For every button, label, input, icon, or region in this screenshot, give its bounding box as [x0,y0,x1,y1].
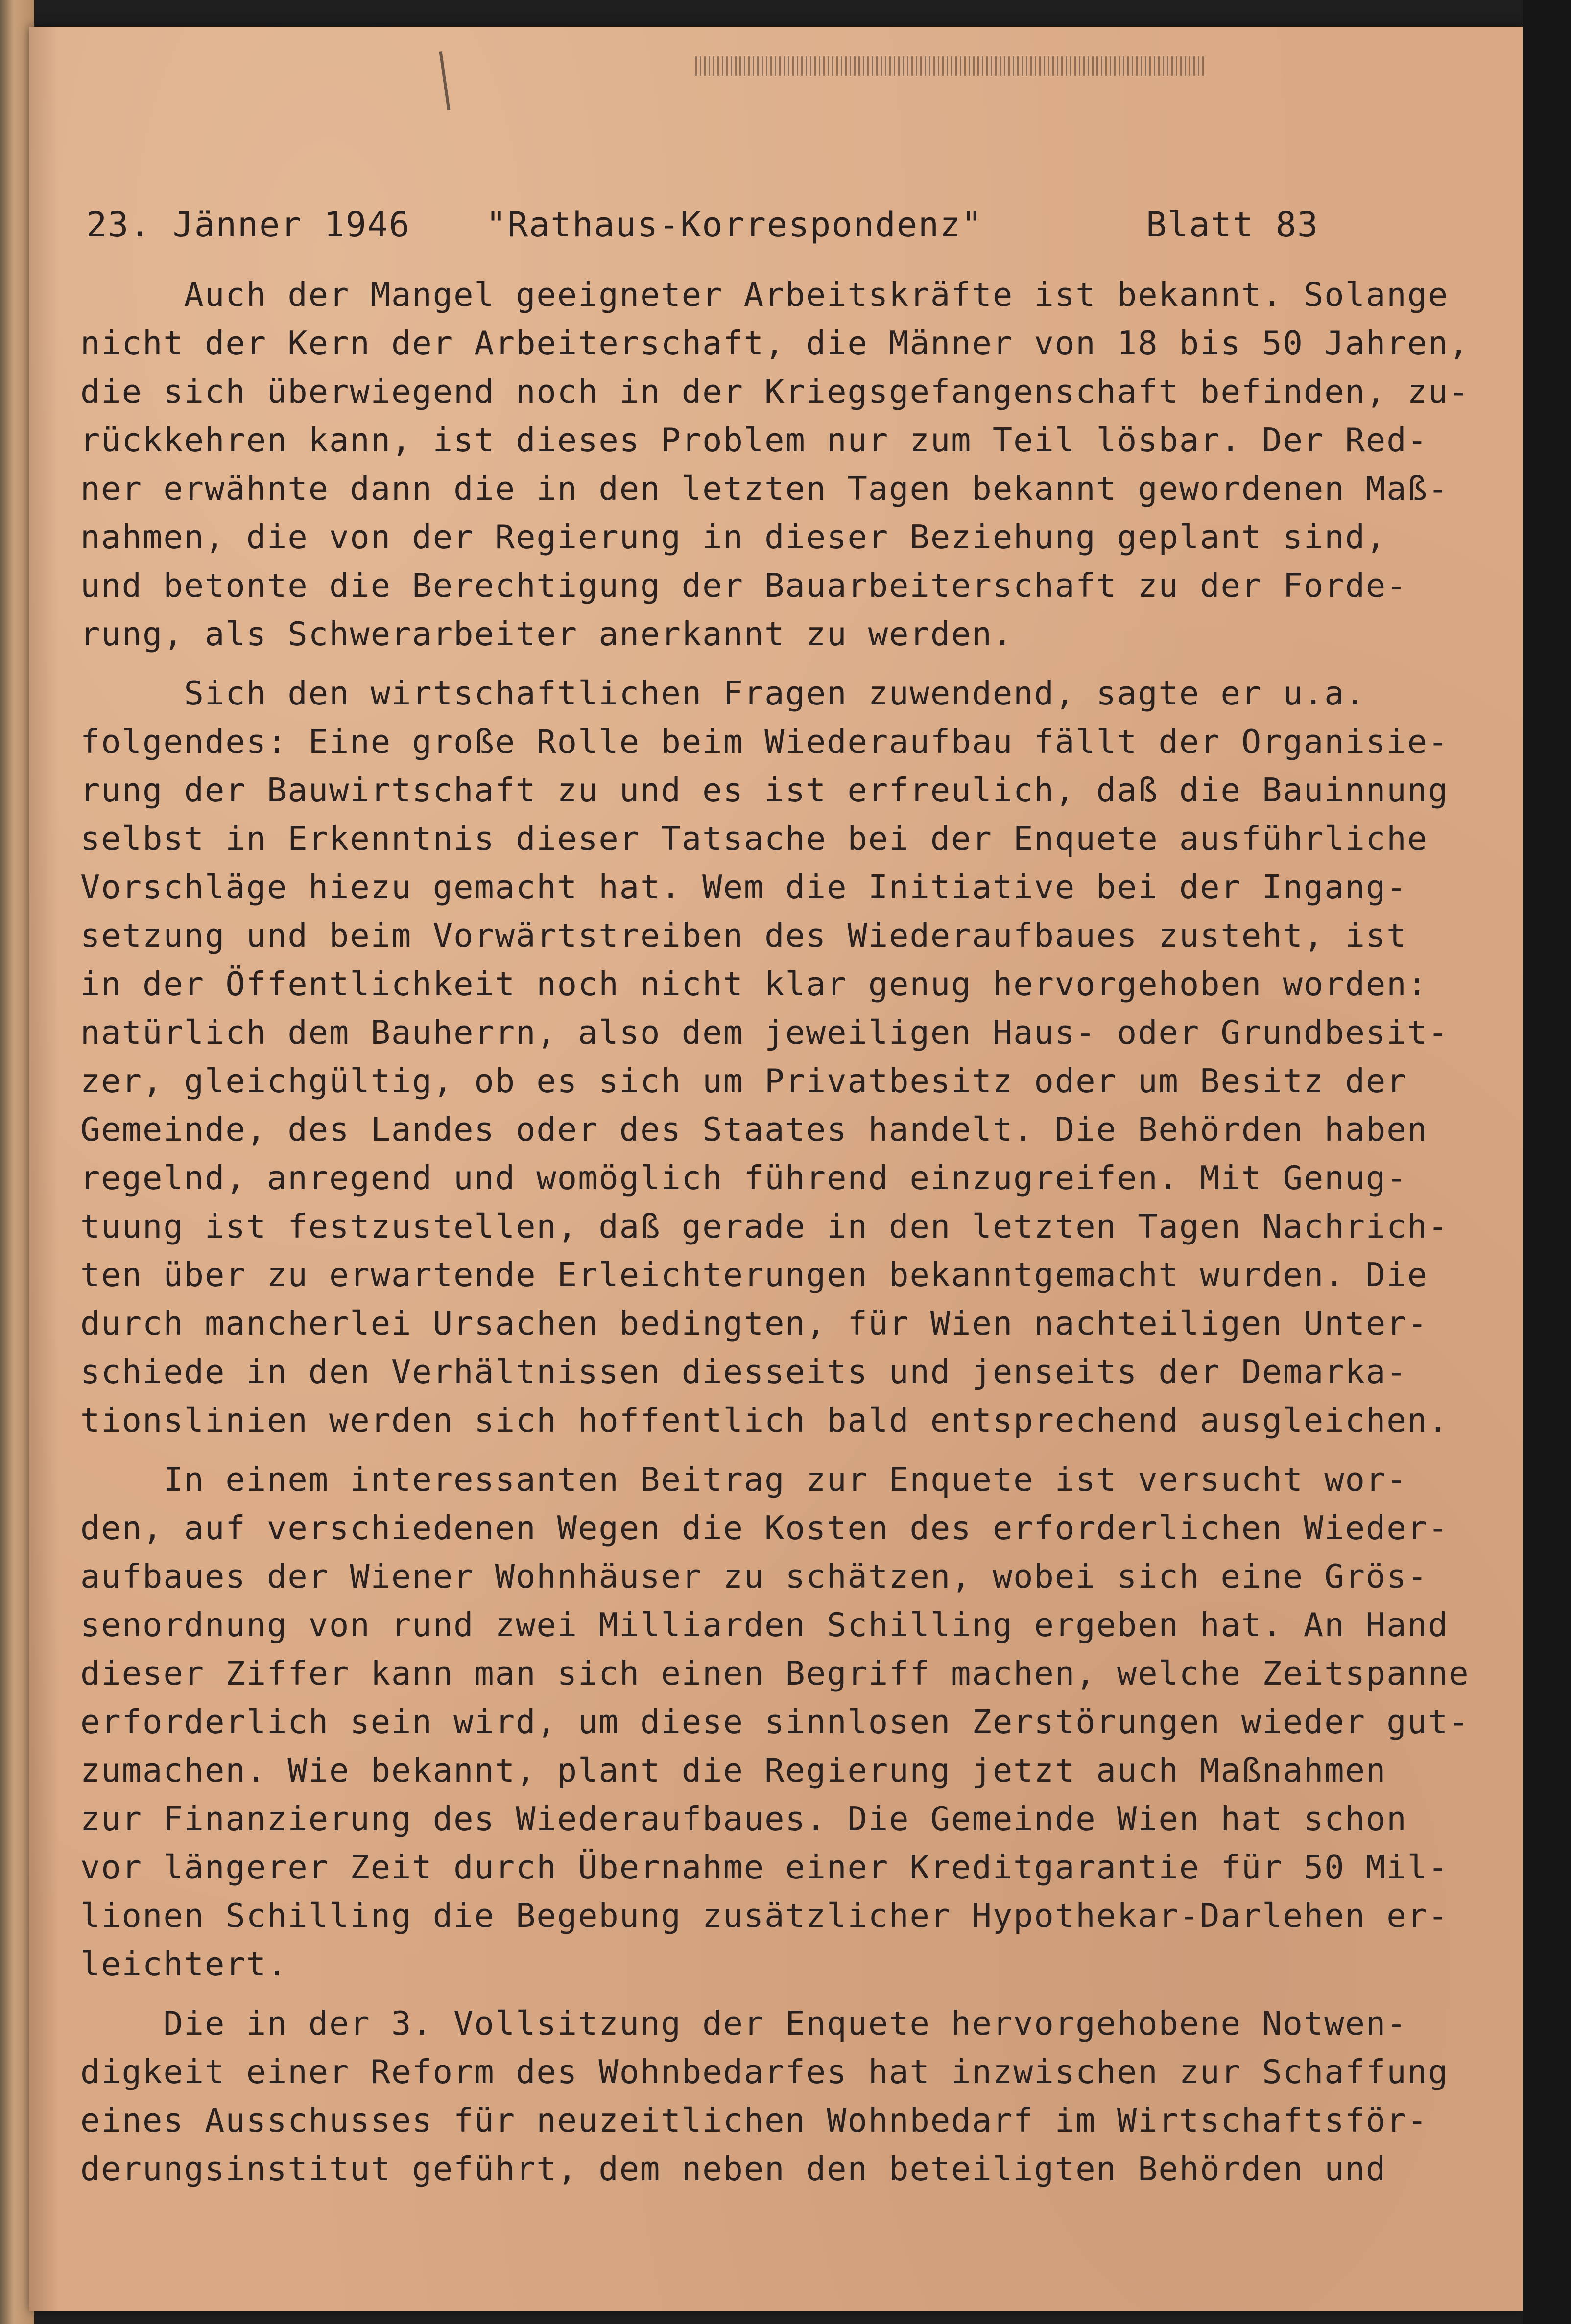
text-line: digkeit einer Reform des Wohnbedarfes hat inzwischen zur Schaffung [80,2053,1449,2091]
header-sheet-number: Blatt 83 [1146,205,1319,245]
text-line: zer, gleichgültig, ob es sich um Privatbesitz oder um Besitz der [80,1062,1407,1100]
text-line: in der Öffentlichkeit noch nicht klar genug hervorgehoben worden: [80,965,1428,1003]
text-line: erforderlich sein wird, um diese sinnlosen Zerstörungen wieder gut- [80,1703,1470,1741]
text-line: In einem interessanten Beitrag zur Enquete ist versucht wor- [80,1460,1407,1499]
page-header [86,205,1320,254]
text-line: setzung und beim Vorwärtstreiben des Wiederaufbaues zusteht, ist [80,916,1407,955]
header-title: "Rathaus-Korrespondenz" [486,205,983,245]
text-line: regelnd, anregend und womöglich führend einzugreifen. Mit Genug- [80,1159,1407,1197]
text-line: rung der Bauwirtschaft zu und es ist erfreulich, daß die Bauinnung [80,771,1449,809]
text-line: tuung ist festzustellen, daß gerade in den letzten Tagen Nachrich- [80,1207,1449,1245]
text-line: leichtert. [80,1945,288,1983]
text-line: eines Ausschusses für neuzeitlichen Wohnbedarf im Wirtschaftsför- [80,2101,1428,2139]
text-line: zur Finanzierung des Wiederaufbaues. Die Gemeinde Wien hat schon [80,1800,1407,1838]
text-line: ner erwähnte dann die in den letzten Tagen bekannt gewordenen Maß- [80,469,1449,508]
text-line: senordnung von rund zwei Milliarden Schilling ergeben hat. An Hand [80,1606,1449,1644]
text-line: schiede in den Verhältnissen diesseits und jenseits der Demarka- [80,1353,1407,1391]
text-line: rückkehren kann, ist dieses Problem nur zum Teil lösbar. Der Red- [80,421,1428,459]
paragraph [80,669,1449,1445]
text-line: derungsinstitut geführt, dem neben den beteiligten Behörden und [80,2150,1387,2188]
text-line: Die in der 3. Vollsitzung der Enquete hervorgehobene Notwen- [80,2004,1407,2042]
paragraph [80,271,1470,658]
paragraph-gap [80,1445,1432,1455]
bleed-through-marks [695,56,1205,76]
text-line: Vorschläge hiezu gemacht hat. Wem die Initiative bei der Ingang- [80,868,1407,906]
text-line: den, auf verschiedenen Wegen die Kosten des erforderlichen Wieder- [80,1509,1449,1547]
text-line: Sich den wirtschaftlichen Fragen zuwendend, sagte er u.a. [80,674,1366,712]
text-line: aufbaues der Wiener Wohnhäuser zu schätzen, wobei sich eine Grös- [80,1557,1428,1596]
paragraph-gap [80,1989,1432,1999]
text-line: Gemeinde, des Landes oder des Staates handelt. Die Behörden haben [80,1110,1428,1149]
text-line: natürlich dem Bauherrn, also dem jeweiligen Haus- oder Grundbesit- [80,1013,1449,1052]
paragraph [80,1455,1470,1989]
paragraph-gap [80,658,1432,669]
text-line: selbst in Erkenntnis dieser Tatsache bei der Enquete ausführliche [80,820,1428,858]
text-line: folgendes: Eine große Rolle beim Wiederaufbau fällt der Organisie- [80,723,1449,761]
text-line: vor längerer Zeit durch Übernahme einer Kreditgarantie für 50 Mil- [80,1848,1449,1886]
text-line: tionslinien werden sich hoffentlich bald entsprechend ausgleichen. [80,1401,1449,1439]
text-line: nicht der Kern der Arbeiterschaft, die Männer von 18 bis 50 Jahren, [80,324,1470,362]
text-line: zumachen. Wie bekannt, plant die Regierung jetzt auch Maßnahmen [80,1751,1387,1789]
text-line: lionen Schilling die Begebung zusätzlicher Hypothekar-Darlehen er- [80,1897,1449,1935]
header-date: 23. Jänner 1946 [86,205,411,245]
text-line: nahmen, die von der Regierung in dieser Beziehung geplant sind, [80,518,1387,556]
paragraph [80,1999,1449,2193]
text-line: rung, als Schwerarbeiter anerkannt zu werden. [80,615,1014,653]
document-body [80,271,1470,2193]
text-line: die sich überwiegend noch in der Kriegsgefangenschaft befinden, zu- [80,373,1470,411]
text-line: ten über zu erwartende Erleichterungen bekanntgemacht wurden. Die [80,1256,1428,1294]
dark-border [1523,0,1571,2324]
text-line: Auch der Mangel geeigneter Arbeitskräfte ist bekannt. Solange [80,276,1449,314]
text-line: durch mancherlei Ursachen bedingten, für Wien nachteiligen Unter- [80,1304,1428,1342]
text-line: und betonte die Berechtigung der Bauarbeiterschaft zu der Forde- [80,566,1407,605]
text-line: dieser Ziffer kann man sich einen Begriff machen, welche Zeitspanne [80,1654,1470,1692]
